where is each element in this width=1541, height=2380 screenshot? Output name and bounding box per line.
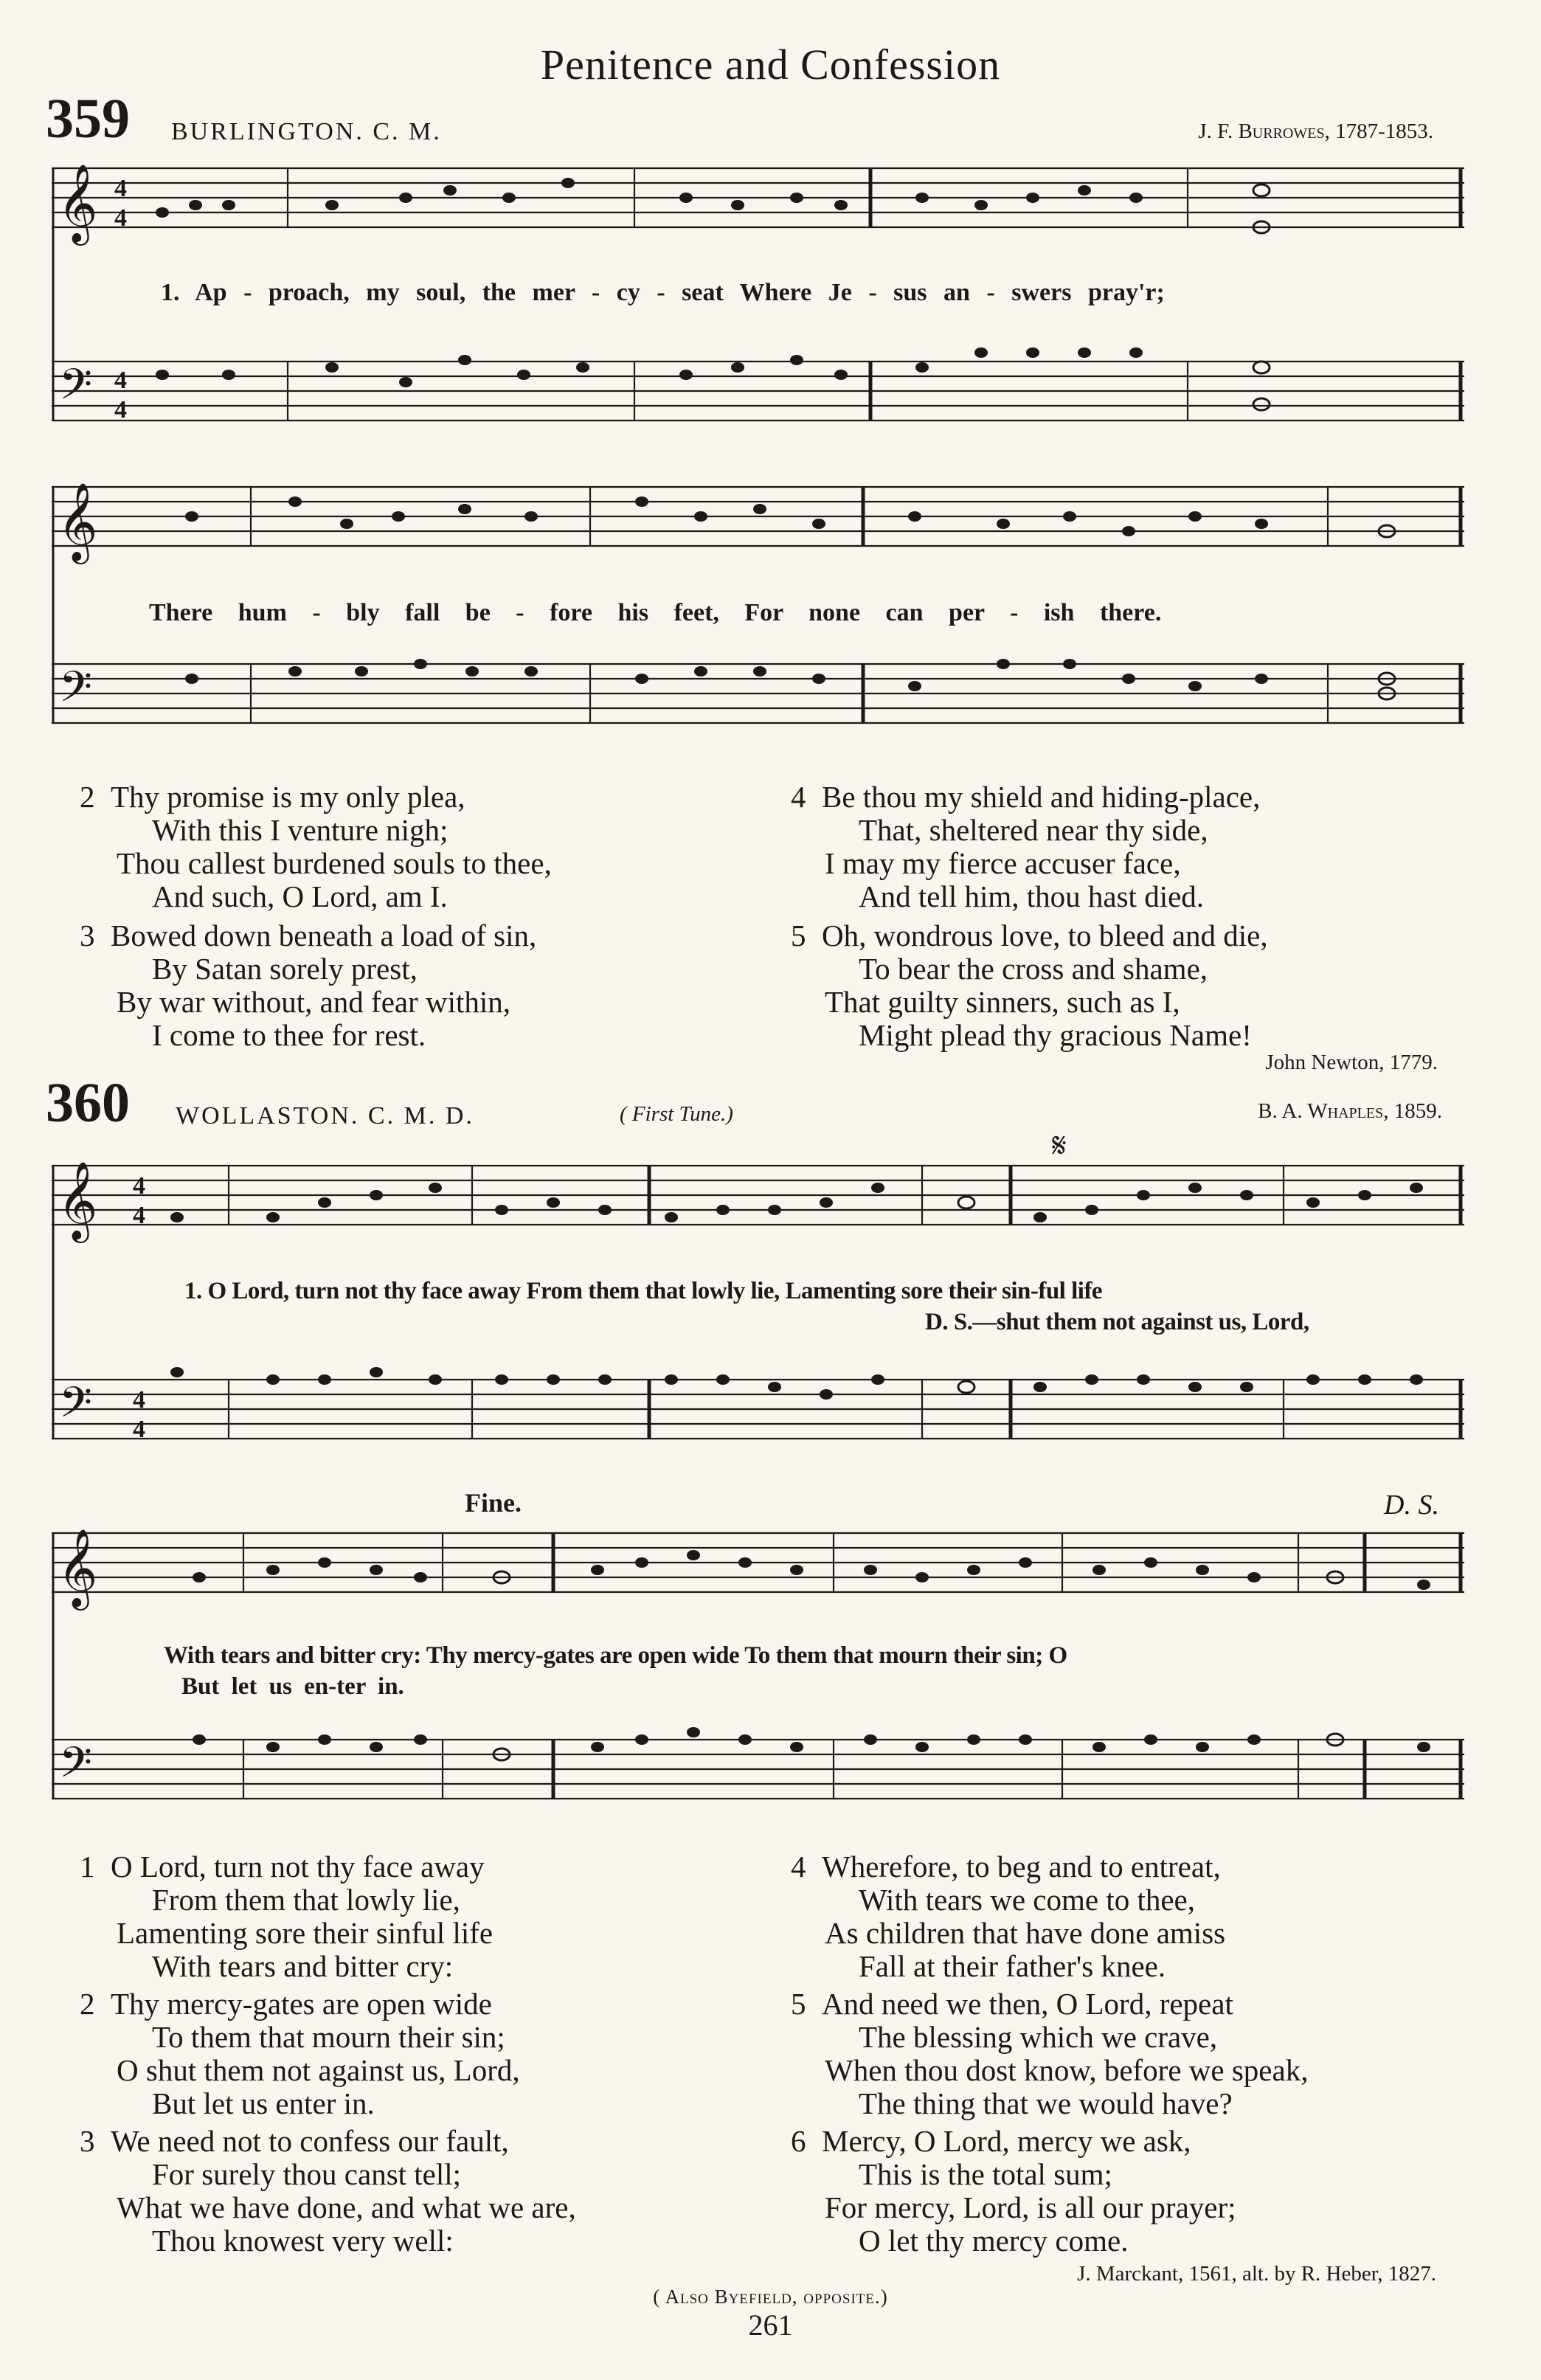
hymn-number-359: 359 xyxy=(46,88,130,150)
stanza-line: By Satan sorely prest, xyxy=(152,952,418,986)
stanza-line: With tears and bitter cry: xyxy=(152,1949,454,1983)
tune-note-360: ( First Tune.) xyxy=(620,1102,733,1126)
stanza-line: That, sheltered near thy side, xyxy=(859,813,1208,847)
stanza-number: 4 xyxy=(791,780,806,814)
stanza-359-2 xyxy=(80,781,552,913)
stanza-line: Thy promise is my only plea, xyxy=(111,780,465,814)
stanza-line: Wherefore, to beg and to entreat, xyxy=(822,1850,1221,1883)
lyrics-360-line-2b: But let us en-ter in. xyxy=(181,1673,404,1700)
svg-text:4: 4 xyxy=(133,1202,145,1229)
stanza-line: Thy mercy-gates are open wide xyxy=(111,1987,492,2021)
stanza-number: 4 xyxy=(791,1850,806,1883)
author-359: John Newton, 1779. xyxy=(1265,1051,1438,1074)
stanza-number: 3 xyxy=(80,2124,95,2158)
section-title: Penitence and Confession xyxy=(540,41,1001,89)
stanza-number: 2 xyxy=(80,780,95,814)
svg-text:𝄢: 𝄢 xyxy=(59,662,93,722)
stanza-number: 3 xyxy=(80,919,95,952)
stanza-number: 5 xyxy=(791,919,806,952)
stanza-line: Thou callest burdened souls to thee, xyxy=(117,846,552,880)
stanza-line: With tears we come to thee, xyxy=(859,1883,1196,1917)
stanza-line: Might plead thy gracious Name! xyxy=(859,1018,1252,1052)
tune-title: WOLLASTON. xyxy=(176,1102,360,1130)
svg-text:4: 4 xyxy=(114,396,127,423)
tune-title: BURLINGTON. xyxy=(171,118,364,145)
stanza-number: 1 xyxy=(80,1850,95,1883)
hymn-number-360: 360 xyxy=(46,1072,130,1134)
svg-text:4: 4 xyxy=(114,204,127,232)
svg-text:4: 4 xyxy=(114,367,127,394)
fine-mark: Fine. xyxy=(465,1488,522,1518)
stanza-line: To bear the cross and shame, xyxy=(859,952,1208,986)
stanza-line: Thou knowest very well: xyxy=(152,2224,454,2258)
tune-name-359 xyxy=(171,118,442,146)
tune-meter: C. M. D. xyxy=(367,1102,474,1130)
tune-meter: C. M. xyxy=(373,118,442,145)
lyrics-359-line-1: 1. Ap - proach, my soul, the mer - cy - seat Where Je - sus an - swers pray'r; xyxy=(161,279,1165,306)
stanza-line: Oh, wondrous love, to bleed and die, xyxy=(822,919,1268,952)
svg-text:4: 4 xyxy=(133,1416,145,1443)
stanza-line: And tell him, thou hast died. xyxy=(859,879,1205,913)
stanza-360-1 xyxy=(80,1850,493,1983)
svg-text:𝄞: 𝄞 xyxy=(58,1528,98,1607)
lyrics-359-line-2: There hum - bly fall be - fore his feet, For none can per - ish there. xyxy=(149,599,1162,626)
stanza-line: That guilty sinners, such as I, xyxy=(825,985,1180,1019)
stanza-line: And need we then, O Lord, repeat xyxy=(822,1987,1233,2021)
stanza-number: 5 xyxy=(791,1987,806,2021)
stanza-360-3 xyxy=(80,2125,576,2258)
stanza-line: O let thy mercy come. xyxy=(859,2224,1129,2258)
stanza-line: Fall at their father's knee. xyxy=(859,1949,1166,1983)
ds-mark: D. S. xyxy=(1384,1490,1439,1521)
svg-text:4: 4 xyxy=(114,175,127,202)
stanza-line: When thou dost know, before we speak, xyxy=(825,2053,1309,2087)
lyrics-360-line-1: 1. O Lord, turn not thy face away From them that lowly lie, Lamenting sore their sin-ful life xyxy=(184,1278,1103,1304)
stanza-line: This is the total sum; xyxy=(859,2157,1112,2191)
svg-text:𝄢: 𝄢 xyxy=(59,1737,93,1798)
stanza-line: Lamenting sore their sinful life xyxy=(117,1916,494,1950)
svg-text:𝄞: 𝄞 xyxy=(58,163,98,242)
stanza-line: What we have done, and what we are, xyxy=(117,2190,576,2224)
svg-text:𝄢: 𝄢 xyxy=(59,1377,93,1438)
svg-text:4: 4 xyxy=(133,1172,145,1200)
stanza-360-2 xyxy=(80,1988,520,2120)
stanza-line: But let us enter in. xyxy=(152,2086,375,2120)
stanza-line: The thing that we would have? xyxy=(859,2086,1233,2120)
stanza-line: By war without, and fear within, xyxy=(117,985,511,1019)
stanza-line: O Lord, turn not thy face away xyxy=(111,1850,485,1883)
stanza-line: The blessing which we crave, xyxy=(859,2020,1218,2054)
author-360: J. Marckant, 1561, alt. by R. Heber, 1827. xyxy=(1077,2262,1436,2286)
lyrics-360-line-1b: D. S.—shut them not against us, Lord, xyxy=(925,1309,1309,1335)
segno-icon: 𝄋 xyxy=(1052,1127,1067,1164)
stanza-line: As children that have done amiss xyxy=(825,1916,1226,1950)
stanza-360-4 xyxy=(791,1850,1225,1983)
stanza-360-6 xyxy=(791,2125,1236,2258)
stanza-line: For mercy, Lord, is all our prayer; xyxy=(825,2190,1236,2224)
svg-text:𝄢: 𝄢 xyxy=(59,359,93,420)
stanza-359-5 xyxy=(791,919,1268,1052)
stanza-line: With this I venture nigh; xyxy=(152,813,449,847)
svg-text:𝄞: 𝄞 xyxy=(58,1160,98,1239)
stanza-line: Mercy, O Lord, mercy we ask, xyxy=(822,2124,1191,2158)
stanza-359-4 xyxy=(791,781,1260,913)
stanza-359-3 xyxy=(80,919,536,1052)
stanza-line: From them that lowly lie, xyxy=(152,1883,460,1917)
footer-note: ( Also Byefield, opposite.) xyxy=(653,2286,888,2308)
stanza-line: We need not to confess our fault, xyxy=(111,2124,509,2158)
stanza-line: O shut them not against us, Lord, xyxy=(117,2053,520,2087)
composer-359: J. F. Burrowes, 1787-1853. xyxy=(1198,120,1433,143)
lyrics-360-line-2: With tears and bitter cry: Thy mercy-gates are open wide To them that mourn their sin; O xyxy=(164,1642,1067,1669)
stanza-line: I may my fierce accuser face, xyxy=(825,846,1181,880)
svg-text:𝄞: 𝄞 xyxy=(58,482,98,561)
page-number: 261 xyxy=(748,2308,793,2342)
stanza-line: I come to thee for rest. xyxy=(152,1018,426,1052)
stanza-line: To them that mourn their sin; xyxy=(152,2020,505,2054)
tune-name-360 xyxy=(176,1102,474,1130)
stanza-number: 6 xyxy=(791,2124,806,2158)
stanza-line: For surely thou canst tell; xyxy=(152,2157,462,2191)
composer-360: B. A. Whaples, 1859. xyxy=(1258,1099,1442,1123)
stanza-line: And such, O Lord, am I. xyxy=(152,879,448,913)
stanza-number: 2 xyxy=(80,1987,95,2021)
stanza-line: Bowed down beneath a load of sin, xyxy=(111,919,537,952)
svg-text:4: 4 xyxy=(133,1386,145,1414)
stanza-line: Be thou my shield and hiding-place, xyxy=(822,780,1261,814)
stanza-360-5 xyxy=(791,1988,1308,2120)
